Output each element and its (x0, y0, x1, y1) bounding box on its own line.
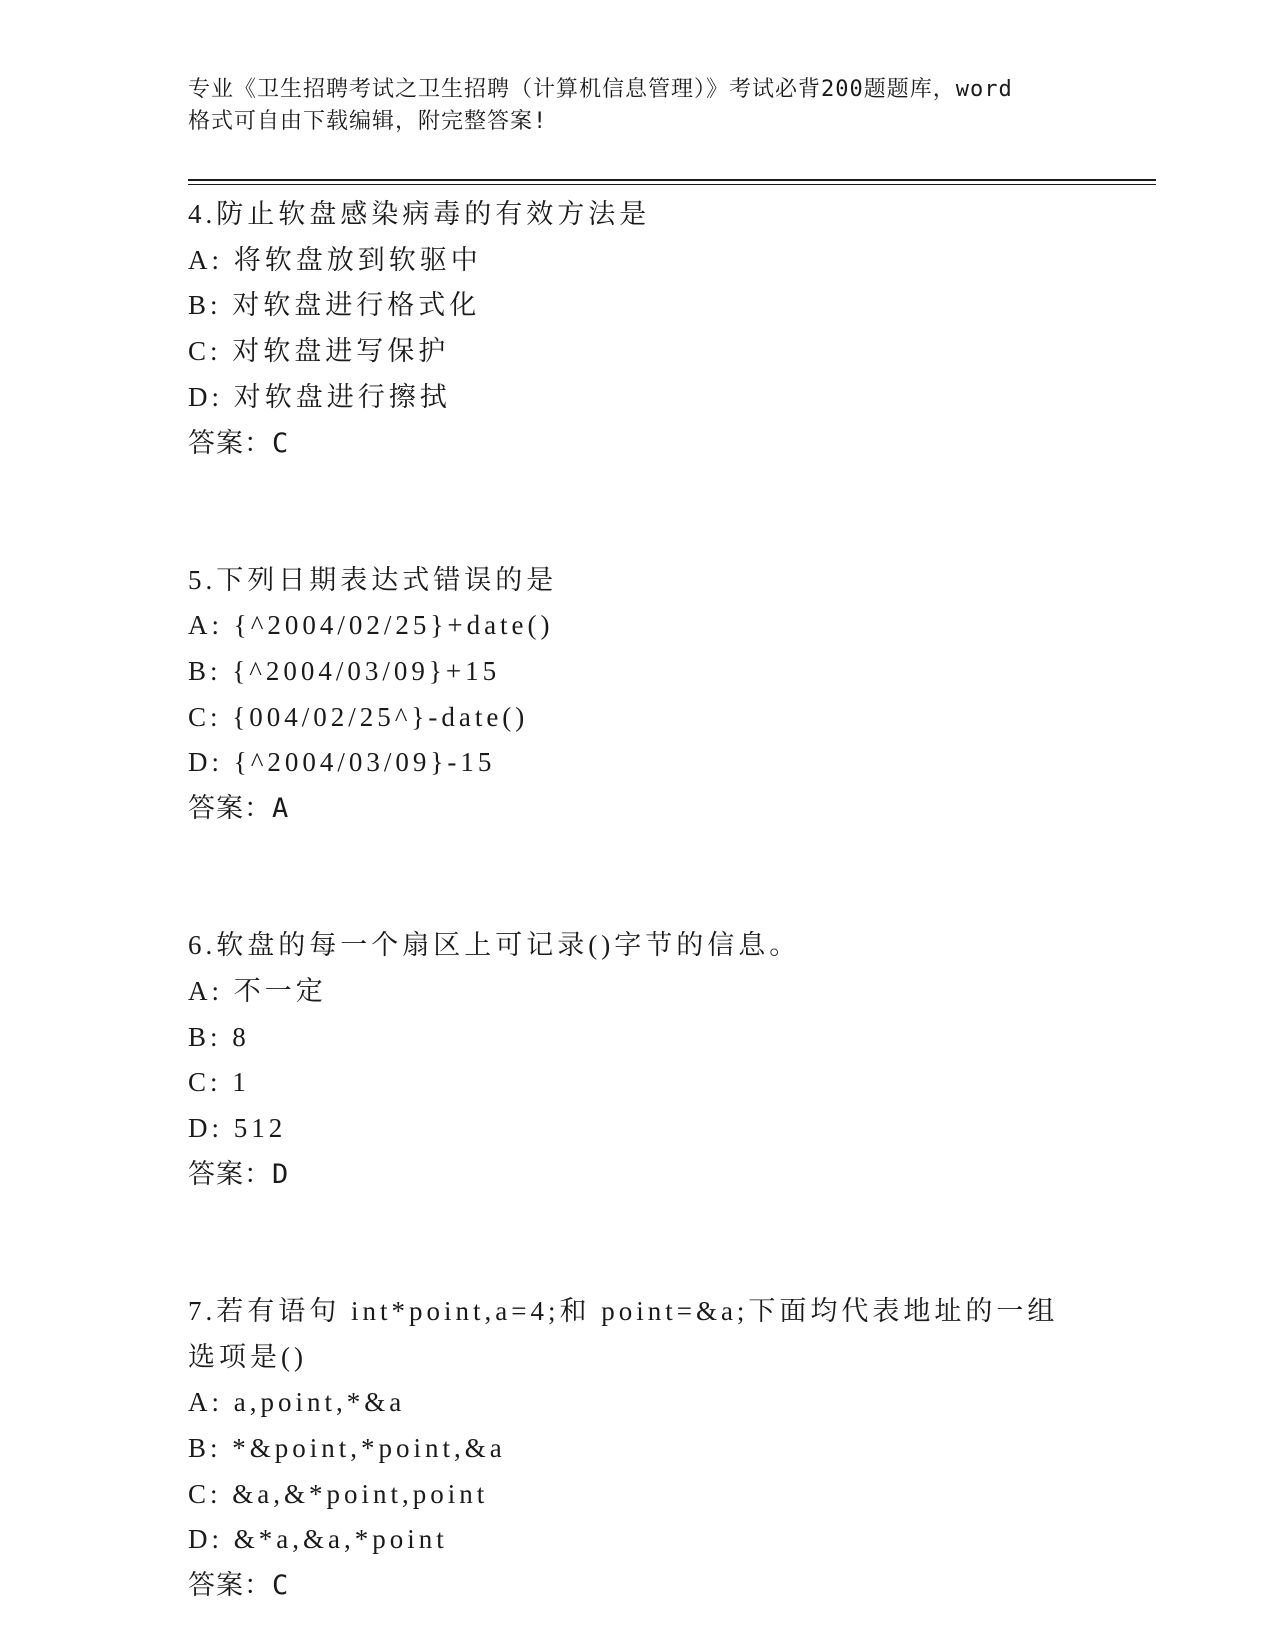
option-c: C: &a,&*point,point (188, 1478, 489, 1509)
option-b: B: 8 (188, 1021, 250, 1052)
option-b: B: *&point,*point,&a (188, 1432, 506, 1463)
option-a: A: a,point,*&a (188, 1387, 406, 1418)
header-line-1: 专业《卫生招聘考试之卫生招聘（计算机信息管理）》考试必背200题题库，word (188, 77, 1013, 102)
question-stem: 5.下列日期表达式错误的是 (188, 564, 558, 595)
option-d: D: 对软盘进行擦拭 (188, 381, 451, 412)
option-c: C: {004/02/25^}-date() (188, 701, 529, 732)
question-stem: 7.若有语句 int*point,a=4;和 point=&a;下面均代表地址的一组选项是() (188, 1295, 1059, 1372)
header-divider-thick (188, 179, 1156, 181)
option-b: B: 对软盘进行格式化 (188, 290, 481, 321)
question-7 (188, 1289, 1088, 1609)
option-c: C: 1 (188, 1067, 250, 1098)
header-line-2: 格式可自由下载编辑，附完整答案! (188, 109, 548, 134)
answer: 答案：D (188, 1158, 290, 1190)
question-5 (188, 558, 1088, 832)
question-spacer (188, 832, 1088, 923)
question-spacer (188, 1197, 1088, 1288)
header-divider-thin (188, 184, 1156, 185)
question-spacer (188, 466, 1088, 557)
option-a: A: 将软盘放到软驱中 (188, 244, 482, 275)
option-d: D: &*a,&a,*point (188, 1524, 448, 1555)
question-4 (188, 192, 1088, 466)
option-a: A: 不一定 (188, 975, 327, 1006)
option-d: D: {^2004/03/09}-15 (188, 747, 496, 778)
option-d: D: 512 (188, 1113, 287, 1144)
question-list (188, 192, 1088, 1609)
question-6 (188, 923, 1088, 1197)
option-a: A: {^2004/02/25}+date() (188, 610, 554, 641)
document-header (188, 74, 1088, 138)
answer: 答案：C (188, 427, 290, 459)
answer: 答案：C (188, 1570, 290, 1602)
answer: 答案：A (188, 793, 290, 825)
question-stem: 4.防止软盘感染病毒的有效方法是 (188, 199, 651, 229)
question-stem: 6.软盘的每一个扇区上可记录()字节的信息。 (188, 930, 801, 961)
option-c: C: 对软盘进写保护 (188, 336, 450, 367)
option-b: B: {^2004/03/09}+15 (188, 656, 501, 687)
